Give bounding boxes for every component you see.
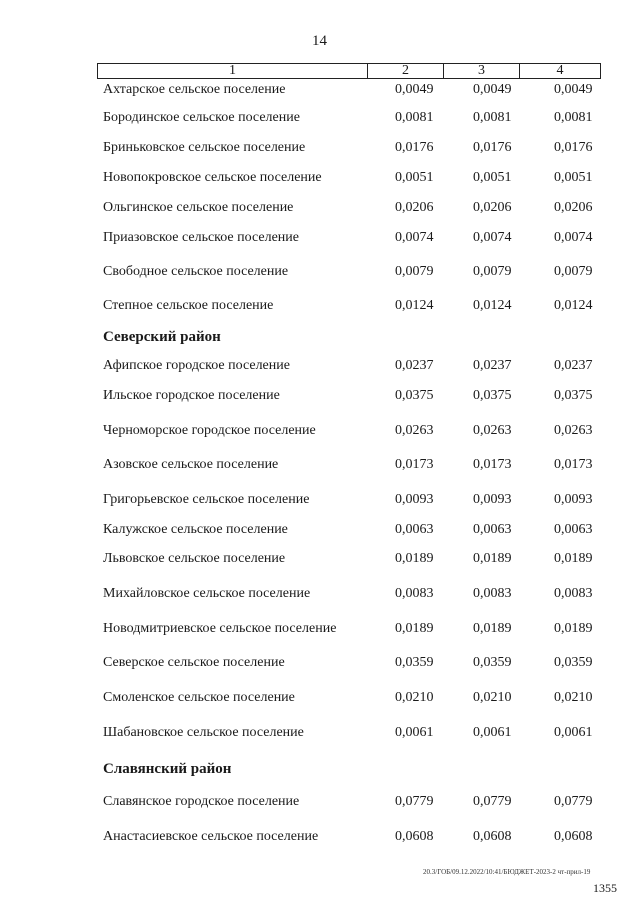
- value-col-3: 0,0051: [473, 170, 512, 185]
- value-col-2: 0,0083: [395, 586, 434, 601]
- settlement-name: Анастасиевское сельское поселение: [103, 829, 319, 844]
- table-row: [0, 619, 639, 639]
- value-col-3: 0,0061: [473, 725, 512, 740]
- value-col-4: 0,0061: [554, 725, 593, 740]
- value-col-3: 0,0263: [473, 423, 512, 438]
- value-col-3: 0,0189: [473, 621, 512, 636]
- table-row: [0, 827, 639, 847]
- settlement-name: Ильское городское поселение: [103, 388, 280, 403]
- document-code: 20.3/ГОБ/09.12.2022/10:41/БЮДЖЕТ-2023-2 чт-прил-19: [423, 868, 591, 876]
- value-col-2: 0,0081: [395, 110, 434, 125]
- value-col-2: 0,0779: [395, 794, 434, 809]
- settlement-name: Львовское сельское поселение: [103, 551, 286, 566]
- table-row: [0, 455, 639, 475]
- header-col-2: 2: [368, 64, 444, 78]
- value-col-4: 0,0124: [554, 298, 593, 313]
- table-row: [0, 296, 639, 316]
- value-col-2: 0,0051: [395, 170, 434, 185]
- value-col-3: 0,0206: [473, 200, 512, 215]
- settlement-name: Свободное сельское поселение: [103, 264, 289, 279]
- value-col-4: 0,0176: [554, 140, 593, 155]
- value-col-4: 0,0173: [554, 457, 593, 472]
- value-col-2: 0,0359: [395, 655, 434, 670]
- value-col-4: 0,0189: [554, 621, 593, 636]
- table-row: [0, 688, 639, 708]
- settlement-name: Шабановское сельское поселение: [103, 725, 304, 740]
- header-col-1: 1: [98, 64, 368, 78]
- value-col-4: 0,0081: [554, 110, 593, 125]
- value-col-4: 0,0359: [554, 655, 593, 670]
- table-row: [0, 490, 639, 510]
- settlement-name: Ахтарское сельское поселение: [103, 82, 286, 97]
- table-row: [0, 421, 639, 441]
- value-col-3: 0,0074: [473, 230, 512, 245]
- value-col-2: 0,0074: [395, 230, 434, 245]
- header-col-4: 4: [556, 63, 564, 78]
- value-col-3: 0,0093: [473, 492, 512, 507]
- value-col-2: 0,0061: [395, 725, 434, 740]
- value-col-4: 0,0210: [554, 690, 593, 705]
- table-row: [0, 262, 639, 282]
- value-col-2: 0,0173: [395, 457, 434, 472]
- settlement-name: Смоленское сельское поселение: [103, 690, 295, 705]
- value-col-4: 0,0093: [554, 492, 593, 507]
- table-row: [0, 549, 639, 569]
- table-row: [0, 228, 639, 248]
- header-col-3: 3: [444, 64, 520, 78]
- value-col-2: 0,0049: [395, 82, 434, 97]
- settlement-name: Бриньковское сельское поселение: [103, 140, 306, 155]
- district-name: Славянский район: [103, 761, 232, 777]
- value-col-4: 0,0074: [554, 230, 593, 245]
- table-row: [0, 653, 639, 673]
- value-col-2: 0,0608: [395, 829, 434, 844]
- value-col-3: 0,0176: [473, 140, 512, 155]
- value-col-3: 0,0063: [473, 522, 512, 537]
- settlement-name: Новодмитриевское сельское поселение: [103, 621, 337, 636]
- table-row: [0, 198, 639, 218]
- table-row: [0, 138, 639, 158]
- table-row: [0, 584, 639, 604]
- value-col-2: 0,0079: [395, 264, 434, 279]
- table-row: [0, 108, 639, 128]
- value-col-4: 0,0237: [554, 358, 593, 373]
- value-col-2: 0,0375: [395, 388, 434, 403]
- value-col-4: 0,0263: [554, 423, 593, 438]
- value-col-2: 0,0237: [395, 358, 434, 373]
- settlement-name: Приазовское сельское поселение: [103, 230, 299, 245]
- settlement-name: Михайловское сельское поселение: [103, 586, 311, 601]
- value-col-3: 0,0049: [473, 82, 512, 97]
- value-col-2: 0,0263: [395, 423, 434, 438]
- value-col-2: 0,0210: [395, 690, 434, 705]
- table-row: [0, 792, 639, 812]
- value-col-3: 0,0210: [473, 690, 512, 705]
- page-number: 14: [312, 33, 327, 49]
- value-col-3: 0,0359: [473, 655, 512, 670]
- district-heading: [0, 327, 639, 347]
- table-header: [97, 63, 601, 79]
- settlement-name: Калужское сельское поселение: [103, 522, 288, 537]
- table-row: [0, 356, 639, 376]
- value-col-4: 0,0375: [554, 388, 593, 403]
- table-row: [0, 80, 639, 100]
- value-col-3: 0,0173: [473, 457, 512, 472]
- value-col-2: 0,0189: [395, 551, 434, 566]
- value-col-2: 0,0206: [395, 200, 434, 215]
- value-col-3: 0,0124: [473, 298, 512, 313]
- value-col-2: 0,0176: [395, 140, 434, 155]
- value-col-3: 0,0081: [473, 110, 512, 125]
- value-col-3: 0,0375: [473, 388, 512, 403]
- table-row: [0, 520, 639, 540]
- table-row: [0, 386, 639, 406]
- settlement-name: Славянское городское поселение: [103, 794, 300, 809]
- settlement-name: Черноморское городское поселение: [103, 423, 316, 438]
- value-col-3: 0,0083: [473, 586, 512, 601]
- settlement-name: Степное сельское поселение: [103, 298, 274, 313]
- value-col-3: 0,0189: [473, 551, 512, 566]
- table-row: [0, 168, 639, 188]
- value-col-4: 0,0083: [554, 586, 593, 601]
- value-col-2: 0,0063: [395, 522, 434, 537]
- value-col-3: 0,0079: [473, 264, 512, 279]
- value-col-2: 0,0124: [395, 298, 434, 313]
- settlement-name: Ольгинское сельское поселение: [103, 200, 294, 215]
- district-name: Северский район: [103, 329, 221, 345]
- settlement-name: Северское сельское поселение: [103, 655, 285, 670]
- value-col-4: 0,0049: [554, 82, 593, 97]
- settlement-name: Бородинское сельское поселение: [103, 110, 300, 125]
- value-col-3: 0,0237: [473, 358, 512, 373]
- value-col-3: 0,0779: [473, 794, 512, 809]
- value-col-4: 0,0189: [554, 551, 593, 566]
- value-col-4: 0,0779: [554, 794, 593, 809]
- value-col-4: 0,0608: [554, 829, 593, 844]
- value-col-4: 0,0206: [554, 200, 593, 215]
- table-row: [0, 723, 639, 743]
- settlement-name: Григорьевское сельское поселение: [103, 492, 310, 507]
- settlement-name: Азовское сельское поселение: [103, 457, 279, 472]
- value-col-2: 0,0189: [395, 621, 434, 636]
- sheet-number: 1355: [593, 881, 617, 895]
- value-col-4: 0,0063: [554, 522, 593, 537]
- district-heading: [0, 759, 639, 779]
- value-col-4: 0,0051: [554, 170, 593, 185]
- settlement-name: Афипское городское поселение: [103, 358, 290, 373]
- value-col-3: 0,0608: [473, 829, 512, 844]
- value-col-4: 0,0079: [554, 264, 593, 279]
- settlement-name: Новопокровское сельское поселение: [103, 170, 322, 185]
- value-col-2: 0,0093: [395, 492, 434, 507]
